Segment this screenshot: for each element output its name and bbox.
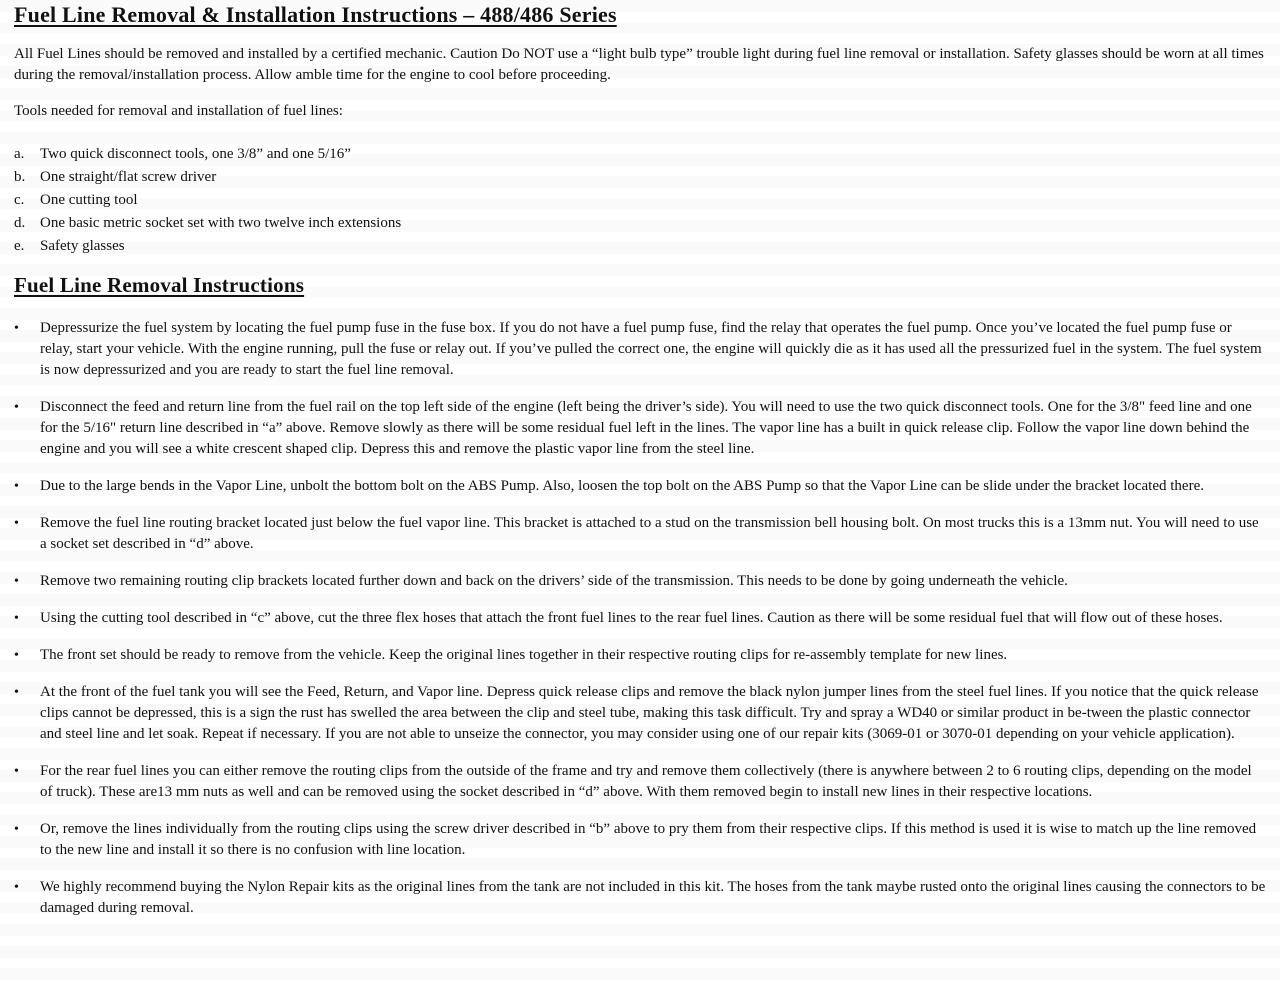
step-text: Or, remove the lines individually from the routing clips using the screw driver described in “b” above to pry them from their respective clips. If this method is used it is wise to match up the line removed to the new line and install it so there is no confusion with line location. [40, 821, 1257, 858]
step-text: Remove two remaining routing clip brackets located further down and back on the drivers’ side of the transmission. This needs to be done by going underneath the vehicle. [40, 573, 1068, 589]
bullet-icon: • [14, 822, 19, 837]
tool-list-item [14, 190, 1266, 211]
bullet-icon: • [14, 400, 19, 415]
tool-list-item [14, 236, 1266, 257]
list-letter-marker: c. [14, 192, 25, 208]
step-text: Depressurize the fuel system by locating the fuel pump fuse in the fuse box. If you do not have a fuel pump fuse, find the relay that operates the fuel pump. Once you’ve located the fuel pump fuse or relay, start your vehicle. With the engine running, pull the fuse or relay out. If you’ve pulled the correct one, the engine will quickly die as it has used all the pressurized fuel in the system. The fuel system is now depressurized and you are ready to start the fuel line removal. [40, 320, 1262, 378]
bullet-icon: • [14, 479, 19, 494]
step-list-item [14, 397, 1266, 460]
tool-item-text: Two quick disconnect tools, one 3/8” and one 5/16” [40, 146, 351, 162]
tool-list-item [14, 144, 1266, 165]
list-letter-marker: d. [14, 215, 26, 231]
step-list-item [14, 877, 1266, 919]
bullet-icon: • [14, 321, 19, 336]
step-list-item [14, 682, 1266, 745]
tools-intro-line: Tools needed for removal and installation of fuel lines: [14, 103, 343, 119]
step-list-item [14, 571, 1266, 592]
step-list-item [14, 645, 1266, 666]
tools-list [14, 144, 1266, 257]
step-text: For the rear fuel lines you can either remove the routing clips from the outside of the frame and try and remove them collectively (there is anywhere between 2 to 6 routing clips, depending on the model of truck). These are13 mm nuts as well and can be removed using the socket described in “d” above. With them removed begin to install new lines in their respective locations. [40, 763, 1252, 800]
tool-item-text: Safety glasses [40, 238, 125, 254]
step-list-item [14, 513, 1266, 555]
intro-paragraph: All Fuel Lines should be removed and installed by a certified mechanic. Caution Do NOT use a “light bulb type” trouble light during fuel line removal or installation. Safety glasses should be worn at all times during the removal/installation process. Allow amble time for the engine to cool before proceeding. [14, 46, 1264, 83]
bullet-icon: • [14, 764, 19, 779]
tool-item-text: One straight/flat screw driver [40, 169, 217, 185]
section-heading: Fuel Line Removal Instructions [14, 273, 305, 297]
bullet-icon: • [14, 574, 19, 589]
list-letter-marker: b. [14, 169, 26, 185]
bullet-icon: • [14, 685, 19, 700]
step-text: We highly recommend buying the Nylon Repair kits as the original lines from the tank are not included in this kit. The hoses from the tank maybe rusted onto the original lines causing the connectors to be damaged during removal. [40, 879, 1266, 916]
tool-item-text: One cutting tool [40, 192, 138, 208]
step-text: Using the cutting tool described in “c” above, cut the three flex hoses that attach the front fuel lines to the rear fuel lines. Caution as there will be some residual fuel that will flow out of these hoses. [40, 610, 1223, 626]
step-list-item [14, 476, 1266, 497]
tool-list-item [14, 213, 1266, 234]
page-title: Fuel Line Removal & Installation Instructions – 488/486 Series [14, 2, 617, 27]
bullet-icon: • [14, 611, 19, 626]
bullet-icon: • [14, 648, 19, 663]
step-text: Disconnect the feed and return line from the fuel rail on the top left side of the engine (left being the driver’s side). You will need to use the two quick disconnect tools. One for the 3/8" feed line and one for the 5/16" return line described in “a” above. Remove slowly as there will be some residual fuel left in the lines. The vapor line has a built in quick release clip. Follow the vapor line down behind the engine and you will see a white crescent shaped clip. Depress this and remove the plastic vapor line from the steel line. [40, 399, 1252, 457]
step-list-item [14, 761, 1266, 803]
step-text: The front set should be ready to remove from the vehicle. Keep the original lines together in their respective routing clips for re-assembly template for new lines. [40, 647, 1008, 663]
step-list-item [14, 819, 1266, 861]
tool-item-text: One basic metric socket set with two twelve inch extensions [40, 215, 402, 231]
step-text: Remove the fuel line routing bracket located just below the fuel vapor line. This bracket is attached to a stud on the transmission bell housing bolt. On most trucks this is a 13mm nut. You will need to use a socket set described in “d” above. [40, 515, 1259, 552]
step-list-item [14, 318, 1266, 381]
steps-list [14, 318, 1266, 919]
list-letter-marker: e. [14, 238, 25, 254]
step-text: At the front of the fuel tank you will see the Feed, Return, and Vapor line. Depress quick release clips and remove the black nylon jumper lines from the steel fuel lines. If you notice that the quick release clips cannot be depressed, this is a sign the rust has swelled the area between the clip and steel tube, making this task difficult. Try and spray a WD40 or similar product in be-tween the plastic connector and steel line and let soak. Repeat if necessary. If you are not able to unseize the connector, you may consider using one of our repair kits (3069-01 or 3070-01 depending on your vehicle application). [40, 684, 1259, 742]
bullet-icon: • [14, 516, 19, 531]
tool-list-item [14, 167, 1266, 188]
bullet-icon: • [14, 880, 19, 895]
step-text: Due to the large bends in the Vapor Line, unbolt the bottom bolt on the ABS Pump. Also, loosen the top bolt on the ABS Pump so that the Vapor Line can be slide under the bracket located there. [40, 478, 1204, 494]
list-letter-marker: a. [14, 146, 25, 162]
step-list-item [14, 608, 1266, 629]
